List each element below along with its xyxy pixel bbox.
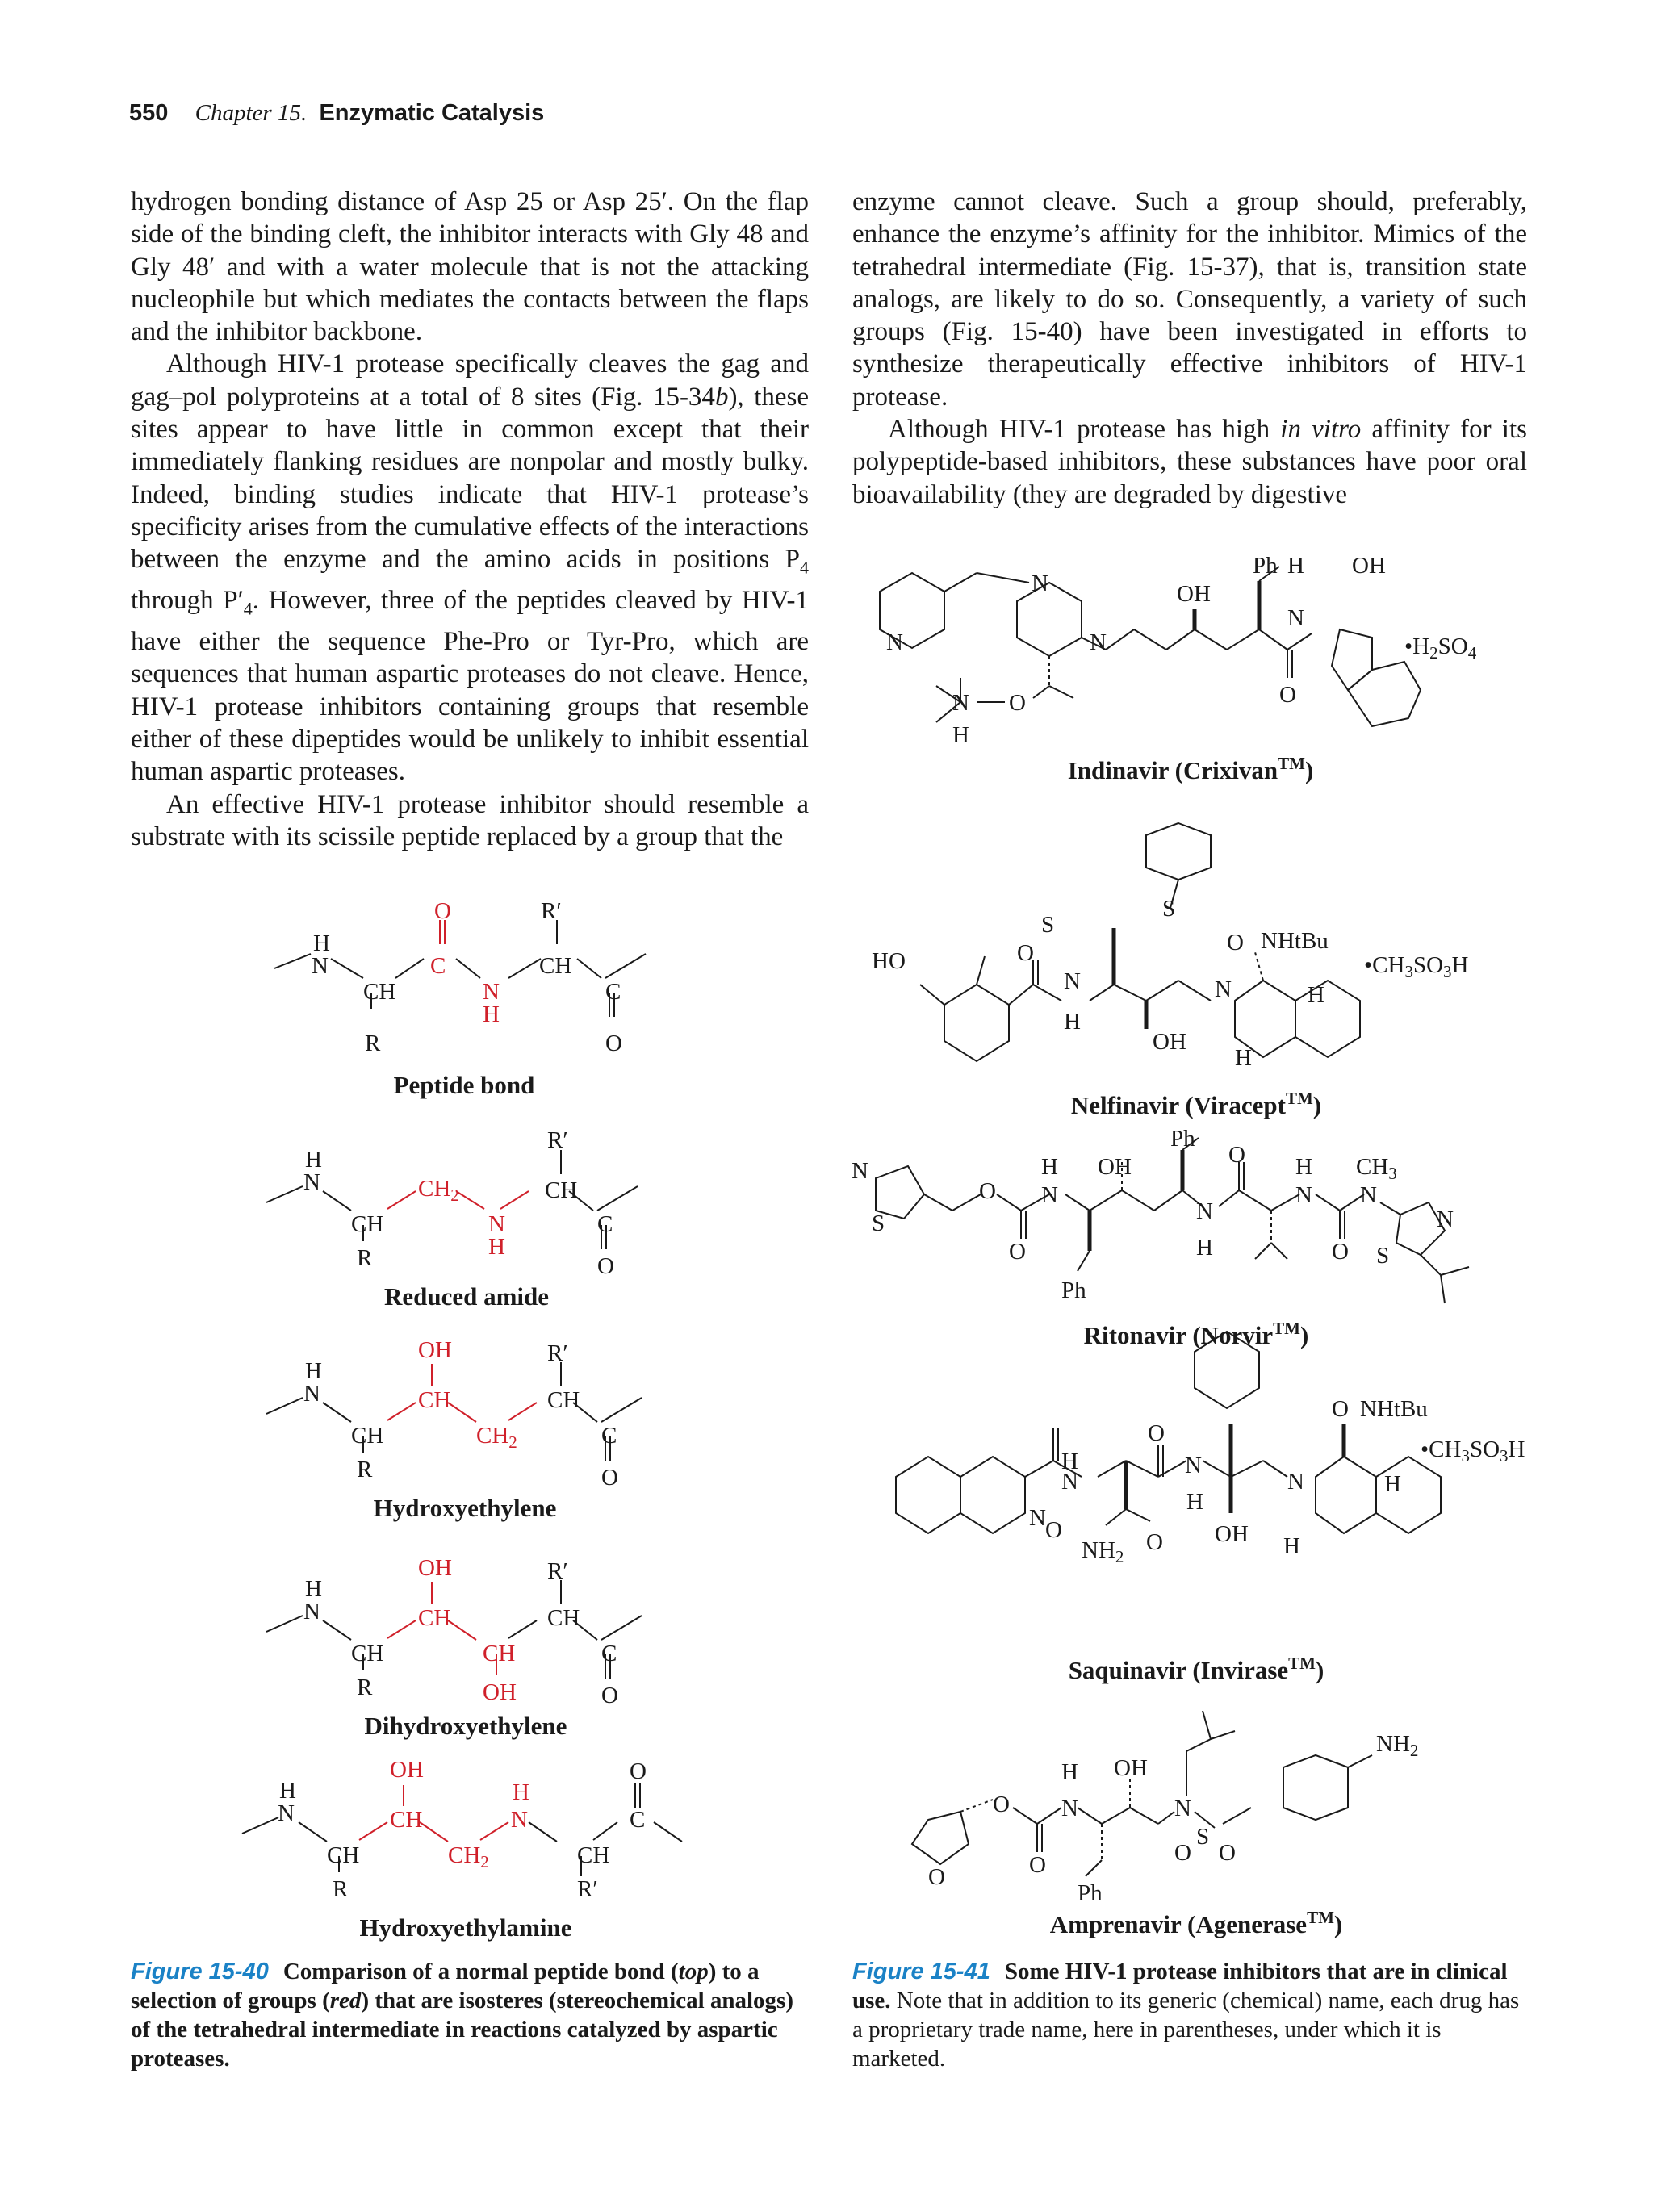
svg-text:OH: OH bbox=[1352, 553, 1386, 579]
svg-text:OH: OH bbox=[418, 1337, 452, 1363]
caption-bold-text: Some HIV-1 protease inhibitors that are in clinical use. bbox=[852, 1959, 1508, 2013]
left-column-text bbox=[131, 186, 809, 853]
svg-text:R: R bbox=[357, 1675, 373, 1700]
svg-text:H: H bbox=[1061, 1759, 1078, 1785]
svg-text:CH: CH bbox=[351, 1641, 384, 1666]
svg-text:S: S bbox=[1376, 1243, 1390, 1269]
svg-text:N: N bbox=[1287, 1469, 1304, 1495]
caption-text: Note that in addition to its generic (chemical) name, each drug has a proprietary trade name, here in parentheses, under which it is marketed. bbox=[852, 1988, 1520, 2072]
svg-text:O: O bbox=[928, 1864, 945, 1890]
svg-text:S: S bbox=[1196, 1824, 1210, 1850]
svg-text:H: H bbox=[1064, 1009, 1081, 1035]
svg-text:S: S bbox=[1041, 912, 1055, 938]
svg-text:O: O bbox=[1017, 940, 1034, 966]
svg-text:O: O bbox=[605, 1031, 622, 1056]
svg-text:H: H bbox=[1295, 1154, 1312, 1180]
svg-text:H: H bbox=[1061, 1449, 1078, 1474]
svg-text:H: H bbox=[513, 1779, 529, 1805]
svg-text:CH: CH bbox=[363, 979, 396, 1005]
svg-text:R: R bbox=[365, 1031, 381, 1056]
svg-text:OH: OH bbox=[418, 1555, 452, 1581]
svg-text:N: N bbox=[1041, 1182, 1058, 1208]
svg-text:N: N bbox=[886, 629, 903, 655]
label-ritonavir: Ritonavir (Norvir™) bbox=[1083, 1319, 1309, 1349]
svg-text:C: C bbox=[601, 1423, 617, 1449]
svg-text:H: H bbox=[1235, 1045, 1252, 1071]
paragraph: Although HIV-1 protease specifically cleaves the gag and gag–pol polyproteins at a total of 8 sites (Fig. 15-34b), these sites appear to have little in common except that their immediately flanking residues are nonpolar and mostly bulky. Indeed, binding studies indicate that HIV-1 protease’s specificity arises from the cumulative effects of the interactions between the enzyme and the amino acids in positions $P_4$ through $P'_4$. However, three of the peptides cleaved by HIV-1 have either the sequence Phe-Pro or Tyr-Pro, which are sequences that human aspartic proteases do not cleave. Hence, HIV-1 protease inhibitors containing groups that resemble either of these dipeptides would be unlikely to inhibit essential human aspartic proteases. bbox=[131, 349, 809, 787]
svg-text:O: O bbox=[993, 1792, 1010, 1817]
running-header bbox=[129, 100, 544, 127]
figure-number: Figure 15-40 bbox=[131, 1959, 269, 1984]
svg-text:O: O bbox=[1029, 1852, 1046, 1878]
svg-text:N: N bbox=[483, 979, 500, 1005]
svg-text:O: O bbox=[1279, 682, 1296, 708]
svg-text:O: O bbox=[1228, 1142, 1245, 1168]
svg-text:CH2: $CH_2$ bbox=[476, 1423, 517, 1452]
svg-text:O: O bbox=[1009, 690, 1026, 716]
svg-text:N: N bbox=[1287, 605, 1304, 631]
svg-text:O: O bbox=[979, 1178, 996, 1204]
svg-text:CH: CH bbox=[539, 953, 572, 979]
svg-text:N: N bbox=[511, 1807, 528, 1833]
caption-text: Comparison of a normal peptide bond (top) to a selection of groups (red) that are isosteres (stereochemical analogs) of the tetrahedral intermediate in reactions catalyzed by aspartic proteases. bbox=[131, 1959, 794, 2072]
paragraph: enzyme cannot cleave. Such a group should, preferably, enhance the enzyme’s affinity for the inhibitor. Mimics of the tetrahedral intermediate (Fig. 15-37), that is, transition state analogs, are likely to do so. Consequently, a variety of such groups (Fig. 15-40) have been investigated in efforts to synthesize therapeutically effective inhibitors of HIV-1 protease. bbox=[852, 187, 1527, 412]
svg-text:N: N bbox=[303, 1381, 320, 1407]
svg-text:H: H bbox=[483, 1001, 500, 1027]
svg-text:N: N bbox=[488, 1211, 505, 1237]
svg-text:R′: R′ bbox=[547, 1127, 568, 1153]
svg-text:H: H bbox=[1196, 1235, 1213, 1261]
figure-15-41 bbox=[847, 549, 1558, 1953]
label-peptide-bond: Peptide bond bbox=[393, 1071, 535, 1099]
svg-text:O: O bbox=[601, 1683, 618, 1708]
svg-text:N: N bbox=[1185, 1453, 1202, 1478]
svg-text:O: O bbox=[1174, 1840, 1191, 1866]
svg-text:Ph: Ph bbox=[1078, 1880, 1103, 1906]
svg-text:CH: CH bbox=[577, 1842, 610, 1868]
svg-text:Ph: Ph bbox=[1170, 1126, 1195, 1152]
label-dihydroxyethylene: Dihydroxyethylene bbox=[364, 1712, 567, 1740]
svg-text:R′: R′ bbox=[547, 1340, 568, 1366]
svg-text:CH: CH bbox=[351, 1423, 384, 1449]
svg-text:N: N bbox=[852, 1158, 868, 1184]
svg-text:O: O bbox=[1332, 1239, 1349, 1265]
svg-text:H: H bbox=[305, 1147, 322, 1173]
svg-text:Ph: Ph bbox=[1061, 1277, 1086, 1303]
svg-text:H: H bbox=[1283, 1533, 1300, 1559]
svg-text:CH: CH bbox=[545, 1177, 578, 1203]
svg-text:OH: OH bbox=[390, 1757, 424, 1783]
label-reduced-amide: Reduced amide bbox=[383, 1282, 550, 1311]
svg-text:R′: R′ bbox=[547, 1558, 568, 1584]
svg-text:NH2: $NH_2$ bbox=[1082, 1537, 1124, 1566]
paragraph: An effective HIV-1 protease inhibitor should resemble a substrate with its scissile peptide replaced by a group that the bbox=[131, 789, 809, 851]
svg-text:C: C bbox=[630, 1807, 646, 1833]
svg-text:CH: CH bbox=[327, 1842, 360, 1868]
chapter-title: Enzymatic Catalysis bbox=[319, 100, 545, 126]
svg-text:N: N bbox=[1032, 571, 1048, 596]
svg-text:O: O bbox=[601, 1465, 618, 1491]
figure-number: Figure 15-41 bbox=[852, 1959, 990, 1984]
svg-text:OH: OH bbox=[483, 1679, 517, 1705]
svg-text:OH: OH bbox=[1177, 581, 1211, 607]
chapter-number: Chapter 15. bbox=[195, 100, 308, 126]
svg-text:O: O bbox=[1009, 1239, 1026, 1265]
svg-text:N: N bbox=[1437, 1206, 1454, 1232]
svg-text:CH: CH bbox=[418, 1605, 451, 1631]
svg-text:C: C bbox=[430, 953, 446, 979]
svg-text:N: N bbox=[303, 1169, 320, 1195]
svg-text:H: H bbox=[305, 1576, 322, 1602]
svg-text:C: C bbox=[597, 1211, 613, 1237]
svg-text:H: H bbox=[313, 930, 330, 956]
svg-text:N: N bbox=[1360, 1182, 1377, 1208]
svg-text:O: O bbox=[1045, 1517, 1062, 1543]
svg-text:CH: CH bbox=[547, 1605, 580, 1631]
svg-text:H: H bbox=[1041, 1154, 1058, 1180]
svg-text:O: O bbox=[434, 898, 451, 924]
svg-text:H: H bbox=[1384, 1471, 1401, 1497]
svg-text:O: O bbox=[1219, 1840, 1236, 1866]
svg-text:N: N bbox=[1061, 1469, 1078, 1495]
svg-text:OH: OH bbox=[1114, 1755, 1148, 1781]
svg-text:N: N bbox=[1295, 1182, 1312, 1208]
svg-text:H: H bbox=[1287, 553, 1304, 579]
svg-text:N: N bbox=[1174, 1796, 1191, 1821]
svg-text:OH: OH bbox=[1215, 1521, 1249, 1547]
svg-text:N: N bbox=[1064, 968, 1081, 994]
svg-text:NHtBu: NHtBu bbox=[1360, 1396, 1428, 1422]
svg-text:O: O bbox=[1227, 930, 1244, 955]
label-amprenavir: Amprenavir (Agenerase™) bbox=[1049, 1908, 1343, 1938]
svg-text:OH: OH bbox=[1098, 1154, 1132, 1180]
svg-text:OH: OH bbox=[1153, 1029, 1186, 1055]
svg-text:•H2SO4: $•H_2SO_4$ bbox=[1404, 633, 1477, 663]
svg-text:CH2: $CH_2$ bbox=[448, 1842, 489, 1871]
svg-text:R: R bbox=[357, 1457, 373, 1482]
svg-text:C: C bbox=[605, 979, 621, 1005]
label-hydroxyethylamine: Hydroxyethylamine bbox=[359, 1913, 572, 1942]
svg-text:HO: HO bbox=[872, 948, 906, 974]
svg-text:S: S bbox=[1162, 896, 1176, 922]
paragraph: Although HIV-1 protease has high in vitro affinity for its polypeptide-based inhibitors, these substances have poor oral bioavailability (they are degraded by digestive bbox=[852, 415, 1527, 509]
svg-text:O: O bbox=[630, 1758, 647, 1784]
label-saquinavir: Saquinavir (Invirase™) bbox=[1068, 1654, 1324, 1684]
svg-text:CH3: $CH_3$ bbox=[1356, 1154, 1397, 1183]
svg-text:N: N bbox=[1215, 976, 1232, 1002]
svg-text:S: S bbox=[872, 1211, 885, 1236]
svg-text:R′: R′ bbox=[541, 898, 562, 924]
svg-text:•CH3SO3H: $•CH_3SO_3H$ bbox=[1421, 1436, 1525, 1466]
svg-text:N: N bbox=[952, 690, 969, 716]
label-indinavir: Indinavir (Crixivan™) bbox=[1067, 754, 1314, 784]
svg-text:H: H bbox=[1308, 982, 1324, 1008]
svg-text:CH: CH bbox=[547, 1387, 580, 1413]
svg-text:CH: CH bbox=[390, 1807, 423, 1833]
svg-text:CH: CH bbox=[483, 1641, 516, 1666]
svg-text:H: H bbox=[488, 1234, 505, 1260]
svg-text:N: N bbox=[1090, 629, 1107, 655]
svg-text:R′: R′ bbox=[577, 1876, 598, 1902]
svg-text:N: N bbox=[278, 1800, 295, 1826]
svg-text:N: N bbox=[1061, 1796, 1078, 1821]
svg-text:H: H bbox=[305, 1358, 322, 1384]
figure-15-41-caption bbox=[852, 1957, 1530, 2073]
svg-text:H: H bbox=[1186, 1489, 1203, 1515]
svg-text:O: O bbox=[1332, 1396, 1349, 1422]
svg-text:O: O bbox=[1148, 1420, 1165, 1446]
svg-text:N: N bbox=[303, 1599, 320, 1625]
svg-text:O: O bbox=[597, 1253, 614, 1279]
right-column-text bbox=[852, 186, 1527, 511]
label-hydroxyethylene: Hydroxyethylene bbox=[373, 1494, 557, 1522]
svg-text:H: H bbox=[952, 722, 969, 748]
svg-text:CH2: $CH_2$ bbox=[418, 1176, 459, 1205]
svg-text:•CH3SO3H: $•CH_3SO_3H$ bbox=[1364, 952, 1469, 981]
paragraph: hydrogen bonding distance of Asp 25 or Asp 25′. On the flap side of the binding cleft, the inhibitor interacts with Gly 48 and Gly 48′ and with a water molecule that is not the attacking nucleophile but which mediates the contacts between the flaps and the inhibitor backbone. bbox=[131, 187, 809, 347]
svg-text:CH: CH bbox=[418, 1387, 451, 1413]
svg-text:R: R bbox=[357, 1245, 373, 1271]
svg-text:NHtBu: NHtBu bbox=[1261, 928, 1329, 954]
svg-text:O: O bbox=[1146, 1529, 1163, 1555]
svg-text:H: H bbox=[279, 1778, 296, 1804]
svg-text:CH: CH bbox=[351, 1211, 384, 1237]
svg-text:R: R bbox=[333, 1876, 349, 1902]
svg-text:Ph: Ph bbox=[1253, 553, 1278, 579]
page-number: 550 bbox=[129, 100, 169, 126]
figure-15-40-caption bbox=[131, 1957, 809, 2073]
svg-text:N: N bbox=[312, 953, 329, 979]
figure-15-40 bbox=[242, 898, 759, 1953]
svg-text:C: C bbox=[601, 1641, 617, 1666]
svg-text:NH2: $NH_2$ bbox=[1376, 1731, 1419, 1760]
svg-text:N: N bbox=[1196, 1198, 1213, 1224]
svg-text:N: N bbox=[1029, 1505, 1046, 1531]
label-nelfinavir: Nelfinavir (Viracept™) bbox=[1070, 1089, 1322, 1119]
